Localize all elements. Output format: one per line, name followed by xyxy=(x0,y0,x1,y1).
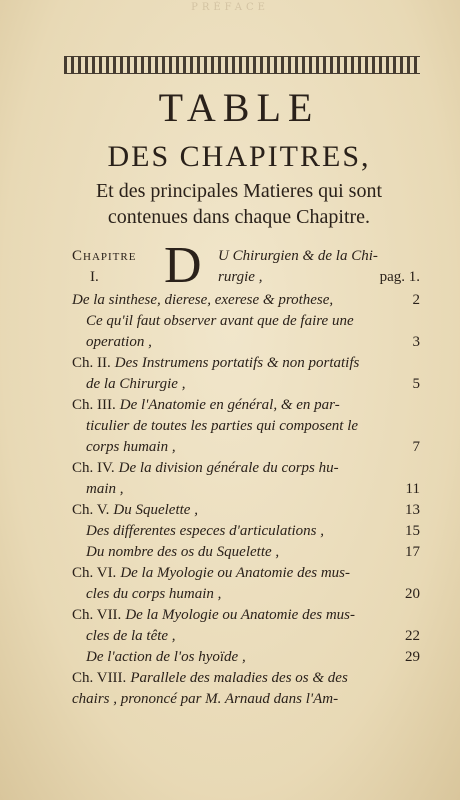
toc-entry xyxy=(72,563,420,584)
chapter-title-line2: rurgie , xyxy=(218,269,263,285)
toc-entry xyxy=(72,542,420,563)
toc-entry xyxy=(72,353,420,374)
chapter-label: Chapitre xyxy=(72,248,137,264)
chapter-number: Ch. III. xyxy=(72,397,116,413)
page-number: 29 xyxy=(405,649,420,665)
page-number: pag. 1. xyxy=(379,269,420,285)
entry-text: De l'Anatomie en général, & en par- xyxy=(119,397,340,413)
chapter-number: Ch. VII. xyxy=(72,607,122,623)
entry-text: corps humain , xyxy=(86,439,176,455)
table-of-contents xyxy=(72,237,420,710)
page-number: 20 xyxy=(405,586,420,602)
entry-text: cles de la tête , xyxy=(86,628,176,644)
entry-text: Parallele des maladies des os & des xyxy=(130,670,348,686)
entry-text: Des Instrumens portatifs & non portatifs xyxy=(114,355,360,371)
page-number: 2 xyxy=(412,292,420,308)
entry-text: De la Myologie ou Anatomie des mus- xyxy=(125,607,355,623)
chapter-number: Ch. VI. xyxy=(72,565,117,581)
entry-text: main , xyxy=(86,481,124,497)
intro-line: Et des principales Matieres qui sont xyxy=(95,180,383,202)
entry-text: Du Squelette , xyxy=(113,502,198,518)
toc-entry xyxy=(72,521,420,542)
chapter-one-entry xyxy=(72,237,420,294)
chapter-number: I. xyxy=(90,269,99,285)
page-title: TABLE xyxy=(158,85,320,130)
entry-text: De la sinthese, dierese, exerese & prothese, xyxy=(72,292,334,308)
entry-text: operation , xyxy=(86,334,152,350)
intro-line: contenues dans chaque Chapitre. xyxy=(107,206,371,228)
toc-entry xyxy=(72,479,420,500)
entry-text: De la division générale du corps hu- xyxy=(118,460,339,476)
entry-text: De la Myologie ou Anatomie des mus- xyxy=(120,565,350,581)
toc-entry xyxy=(72,500,420,521)
chapter-number: Ch. II. xyxy=(72,355,111,371)
toc-entry xyxy=(72,626,420,647)
bleed-through-text: PRÉFACE xyxy=(191,2,269,13)
toc-entry xyxy=(72,584,420,605)
entry-text: Du nombre des os du Squelette , xyxy=(86,544,280,560)
toc-entry xyxy=(72,311,420,332)
page-number: 7 xyxy=(412,439,420,455)
drop-cap: D xyxy=(164,237,202,294)
page-number: 13 xyxy=(405,502,420,518)
page-number: 15 xyxy=(405,523,420,539)
toc-entry xyxy=(72,332,420,353)
page-number: 5 xyxy=(412,376,420,392)
page-number: 3 xyxy=(412,334,420,350)
toc-entry xyxy=(72,290,420,311)
toc-entry xyxy=(72,416,420,437)
chapter-title-line1: U Chirurgien & de la Chi- xyxy=(218,248,378,264)
entry-text: Ce qu'il faut observer avant que de faire une xyxy=(86,313,354,329)
toc-entry xyxy=(72,437,420,458)
entry-list xyxy=(72,290,420,710)
entry-text: De l'action de l'os hyoïde , xyxy=(86,649,246,665)
page-number: 22 xyxy=(405,628,420,644)
entry-text: de la Chirurgie , xyxy=(86,376,186,392)
toc-entry xyxy=(72,395,420,416)
toc-entry xyxy=(72,668,420,689)
entry-text: Des differentes especes d'articulations , xyxy=(86,523,325,539)
toc-entry xyxy=(72,605,420,626)
chapter-number: Ch. VIII. xyxy=(72,670,127,686)
page-number: 11 xyxy=(405,481,420,497)
entry-text: cles du corps humain , xyxy=(86,586,222,602)
entry-text: ticulier de toutes les parties qui composent le xyxy=(86,418,359,434)
intro-text xyxy=(0,178,460,230)
toc-entry xyxy=(72,458,420,479)
header-ornament xyxy=(64,56,420,74)
page-number: 17 xyxy=(405,544,420,560)
chapter-number: Ch. IV. xyxy=(72,460,115,476)
chapter-number: Ch. V. xyxy=(72,502,110,518)
page-subtitle: DES CHAPITRES, xyxy=(107,140,371,173)
entry-text: chairs , prononcé par M. Arnaud dans l'Am- xyxy=(72,691,339,707)
toc-entry xyxy=(72,374,420,395)
toc-entry xyxy=(72,647,420,668)
toc-entry xyxy=(72,689,420,710)
